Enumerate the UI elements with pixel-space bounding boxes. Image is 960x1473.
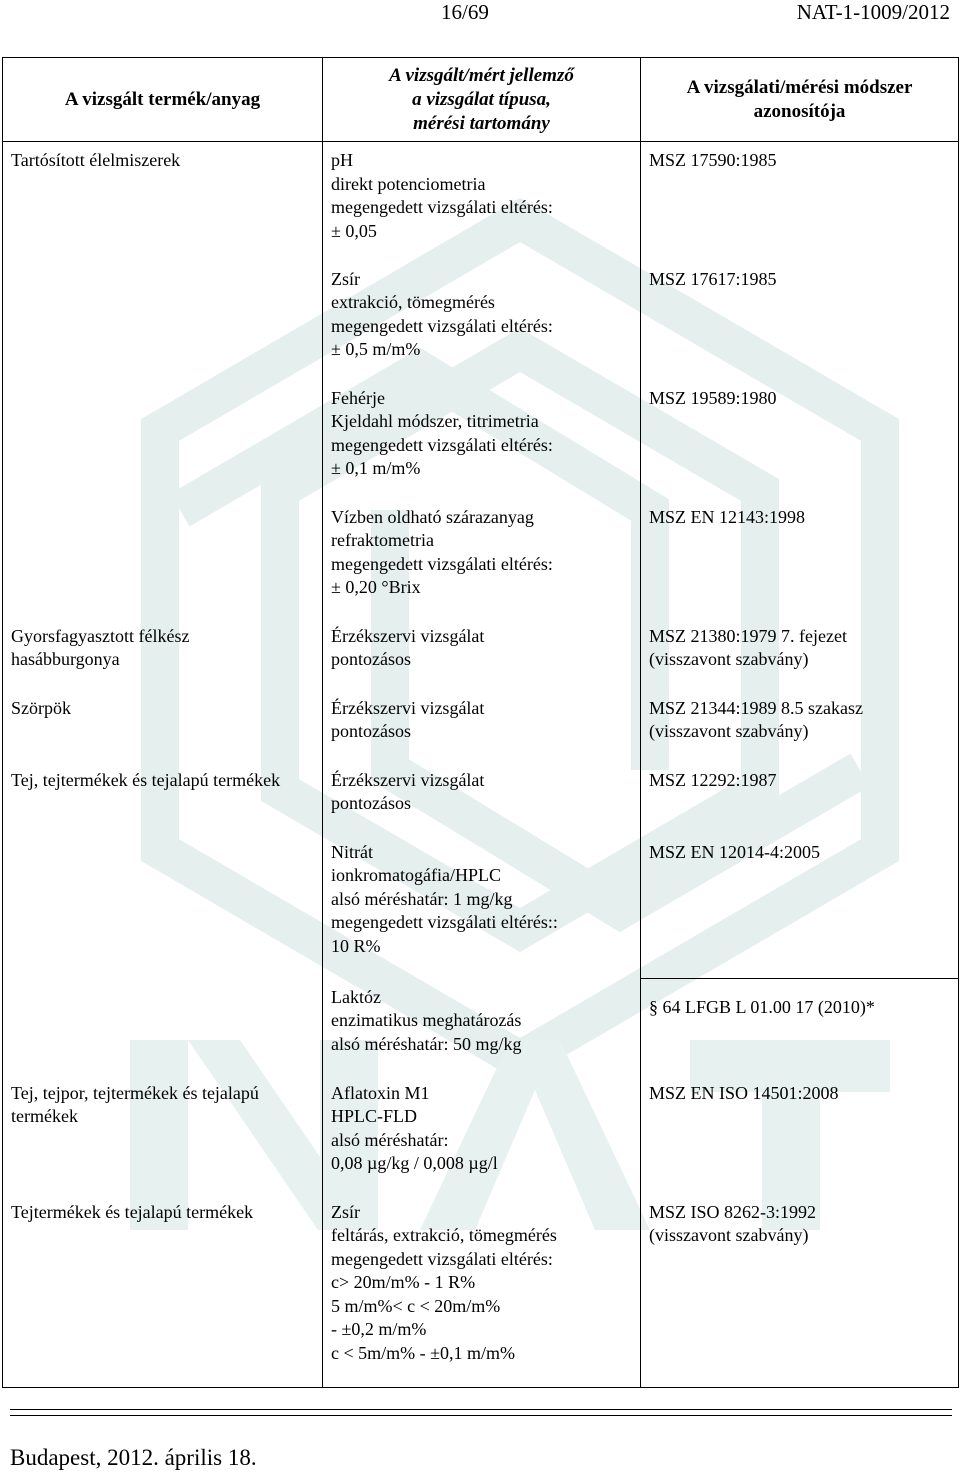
characteristic-cell: Érzékszervi vizsgálat pontozásos <box>323 762 641 834</box>
characteristic-cell: Vízben oldható szárazanyag refraktometria megengedett vizsgálati eltérés: ± 0,20 °Brix <box>323 499 641 618</box>
method-cell: MSZ ISO 8262-3:1992 (visszavont szabvány) <box>641 1194 959 1388</box>
method-cell: MSZ 12292:1987 <box>641 762 959 834</box>
accreditation-table <box>2 57 959 1388</box>
characteristic-cell: Érzékszervi vizsgálat pontozásos <box>323 690 641 762</box>
document-id: NAT-1-1009/2012 <box>796 0 950 24</box>
table-row <box>3 979 959 1075</box>
footer-rule <box>10 1415 952 1416</box>
table-row <box>3 1194 959 1388</box>
table-row <box>3 499 959 618</box>
product-cell <box>3 261 323 380</box>
characteristic-cell: Zsír extrakció, tömegmérés megengedett vizsgálati eltérés: ± 0,5 m/m% <box>323 261 641 380</box>
table-row <box>3 1075 959 1194</box>
table-row <box>3 762 959 834</box>
method-cell: MSZ 19589:1980 <box>641 380 959 499</box>
footer-rule <box>10 1409 952 1410</box>
product-cell <box>3 380 323 499</box>
product-cell: Szörpök <box>3 690 323 762</box>
product-cell: Tartósított élelmiszerek <box>3 142 323 261</box>
column-header-method: A vizsgálati/mérési módszer azonosítója <box>641 58 959 142</box>
table-row <box>3 142 959 261</box>
method-cell: MSZ 17617:1985 <box>641 261 959 380</box>
method-cell: MSZ EN 12143:1998 <box>641 499 959 618</box>
column-header-product: A vizsgált termék/anyag <box>3 58 323 142</box>
product-cell: Tejtermékek és tejalapú termékek <box>3 1194 323 1388</box>
method-cell: MSZ 21344:1989 8.5 szakasz (visszavont szabvány) <box>641 690 959 762</box>
characteristic-cell: pH direkt potenciometria megengedett vizsgálati eltérés: ± 0,05 <box>323 142 641 261</box>
characteristic-cell: Zsír feltárás, extrakció, tömegmérés megengedett vizsgálati eltérés: c> 20m/m% - 1 R% 5 m/m%< c < 20m/m% - ±0,2 m/m% c < 5m/m% - ±0,1 m/m% <box>323 1194 641 1388</box>
column-header-characteristic: A vizsgált/mért jellemző a vizsgálat típusa, mérési tartomány <box>323 58 641 142</box>
product-cell: Tej, tejtermékek és tejalapú termékek <box>3 762 323 834</box>
table-header-row <box>3 58 959 142</box>
method-cell: MSZ EN 12014-4:2005 <box>641 834 959 979</box>
footer-place-date: Budapest, 2012. április 18. <box>10 1445 257 1470</box>
method-cell: MSZ EN ISO 14501:2008 <box>641 1075 959 1194</box>
characteristic-cell: Érzékszervi vizsgálat pontozásos <box>323 618 641 690</box>
product-cell: Gyorsfagyasztott félkész hasábburgonya <box>3 618 323 690</box>
method-cell: MSZ 21380:1979 7. fejezet (visszavont szabvány) <box>641 618 959 690</box>
product-cell <box>3 979 323 1075</box>
product-cell <box>3 499 323 618</box>
table-row <box>3 618 959 690</box>
table-row <box>3 834 959 979</box>
characteristic-cell: Nitrát ionkromatogáfia/HPLC alsó méréshatár: 1 mg/kg megengedett vizsgálati eltérés:: 10 R% <box>323 834 641 979</box>
method-cell: § 64 LFGB L 01.00 17 (2010)* <box>641 979 959 1075</box>
table-row <box>3 380 959 499</box>
method-cell: MSZ 17590:1985 <box>641 142 959 261</box>
product-cell <box>3 834 323 979</box>
table-row <box>3 690 959 762</box>
characteristic-cell: Laktóz enzimatikus meghatározás alsó méréshatár: 50 mg/kg <box>323 979 641 1075</box>
characteristic-cell: Fehérje Kjeldahl módszer, titrimetria megengedett vizsgálati eltérés: ± 0,1 m/m% <box>323 380 641 499</box>
characteristic-cell: Aflatoxin M1 HPLC-FLD alsó méréshatár: 0,08 µg/kg / 0,008 µg/l <box>323 1075 641 1194</box>
table-row <box>3 261 959 380</box>
page-number: 16/69 <box>441 0 489 24</box>
product-cell: Tej, tejpor, tejtermékek és tejalapú termékek <box>3 1075 323 1194</box>
